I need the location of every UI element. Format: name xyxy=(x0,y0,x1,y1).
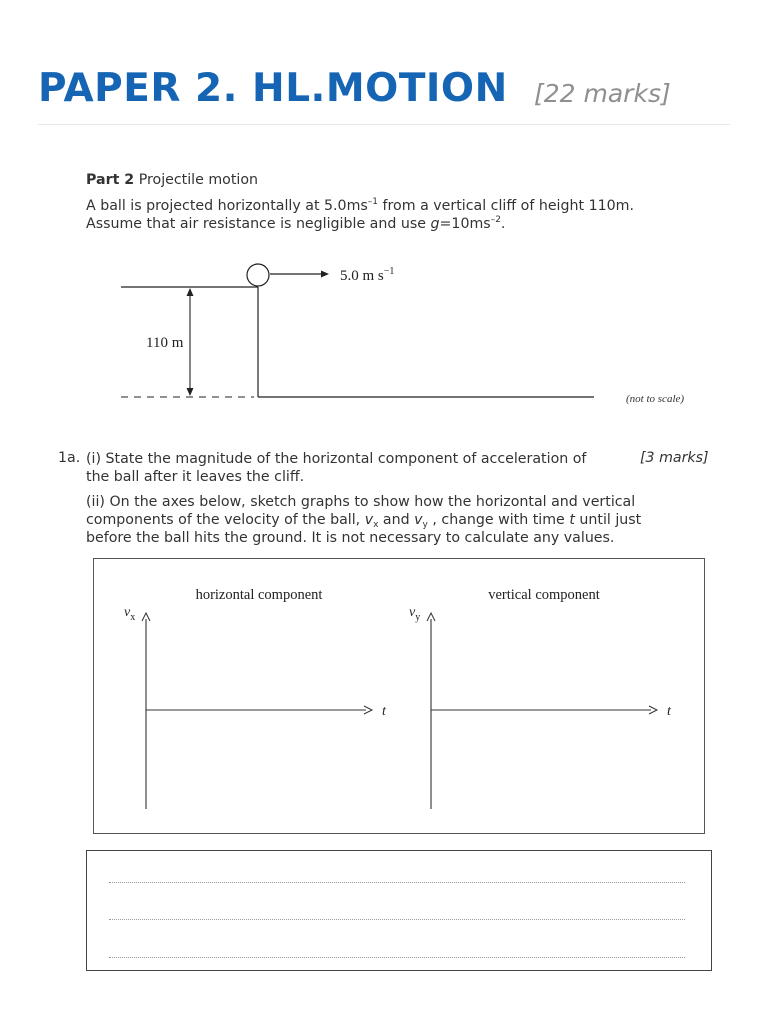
sketch-axes-box xyxy=(93,558,705,834)
page-header xyxy=(38,60,730,125)
vx-symbol: v xyxy=(364,512,374,528)
page-title: PAPER 2. HL.MOTION xyxy=(38,66,508,111)
question-part-ii xyxy=(86,493,726,547)
problem-line-1 xyxy=(86,197,706,215)
height-label: 110 m xyxy=(146,335,184,351)
t-axis-label-right: t xyxy=(667,704,671,719)
cliff-diagram xyxy=(86,255,706,415)
question-text: (ii) On the axes below, sketch graphs to show how the horizontal and vertical xyxy=(86,494,636,510)
answer-line[interactable] xyxy=(109,919,685,920)
unit-exponent: –2 xyxy=(490,215,501,225)
gravity-symbol: g xyxy=(430,216,440,232)
velocity-label: 5.0 m $s^{-1}$ xyxy=(340,266,395,284)
question-text: before the ball hits the ground. It is not necessary to calculate any values. xyxy=(86,530,615,546)
problem-text: from a vertical cliff of height 110m. xyxy=(378,198,634,214)
problem-line-2 xyxy=(86,215,706,233)
part-name: Projectile motion xyxy=(138,172,259,188)
vy-subscript: y xyxy=(422,520,428,530)
problem-text: . xyxy=(500,216,506,232)
ball-icon xyxy=(247,264,269,286)
t-symbol: t xyxy=(569,512,575,528)
answer-line[interactable] xyxy=(109,882,685,883)
problem-statement xyxy=(86,197,706,233)
problem-text: Assume that air resistance is negligible and use xyxy=(86,216,431,232)
vertical-graph-title: vertical component xyxy=(488,587,600,603)
sketch-axes[interactable] xyxy=(94,559,704,833)
arrow-head-icon xyxy=(187,288,194,296)
answer-box[interactable] xyxy=(86,850,712,971)
total-marks: [22 marks] xyxy=(534,79,671,108)
arrow-head-icon xyxy=(187,388,194,396)
part-label: Part 2 xyxy=(86,172,135,188)
question-text: (i) State the magnitude of the horizontal component of acceleration of xyxy=(86,451,587,467)
t-axis-label-left: t xyxy=(382,704,386,719)
question-part-i xyxy=(86,450,646,486)
arrow-head-icon xyxy=(321,271,329,278)
question-text-span: components of the velocity of the ball, xyxy=(86,512,365,528)
part-heading xyxy=(86,172,258,188)
vx-subscript: x xyxy=(373,520,379,530)
question-text-span: and xyxy=(378,512,415,528)
question-marks: [3 marks] xyxy=(640,450,709,466)
problem-text: =10ms xyxy=(439,216,491,232)
question-text: the ball after it leaves the cliff. xyxy=(86,469,305,485)
horizontal-graph-title: horizontal component xyxy=(195,587,323,603)
question-text-span: until just xyxy=(574,512,642,528)
scale-note: (not to scale) xyxy=(626,393,685,405)
vy-symbol: v xyxy=(414,512,423,528)
question-text-span: , change with time xyxy=(427,512,570,528)
vx-axis-label: $v_x$ xyxy=(124,605,136,623)
vy-axis-label: $v_y$ xyxy=(409,605,421,623)
answer-line[interactable] xyxy=(109,957,685,958)
question-text xyxy=(86,511,726,529)
unit-exponent: –1 xyxy=(367,197,379,207)
problem-text: A ball is projected horizontally at 5.0ms xyxy=(86,198,368,214)
question-number: 1a. xyxy=(58,450,81,466)
